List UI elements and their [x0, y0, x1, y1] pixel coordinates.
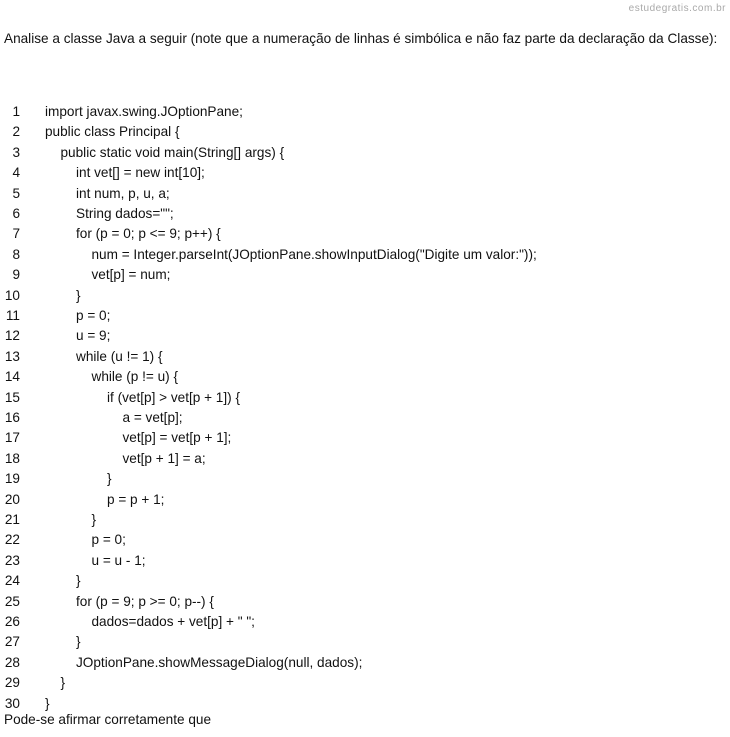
code-line	[0, 390, 730, 410]
line-number: 30	[4, 695, 20, 711]
line-number: 25	[4, 593, 20, 609]
line-number: 1	[12, 104, 20, 119]
code-line	[0, 634, 730, 654]
code-line	[0, 614, 730, 634]
code-line	[0, 308, 730, 328]
code-line	[0, 553, 730, 573]
line-number: 20	[4, 491, 20, 507]
code-text: num = Integer.parseInt(JOptionPane.showInputDialog("Digite um valor:"));	[91, 246, 537, 262]
line-number: 8	[12, 246, 20, 262]
code-text: }	[60, 675, 66, 691]
line-number: 11	[5, 308, 20, 323]
line-number: 19	[4, 471, 20, 487]
code-line	[0, 532, 730, 552]
code-line	[0, 349, 730, 369]
code-text: }	[76, 634, 81, 650]
code-line	[0, 451, 730, 471]
code-text: for (p = 0; p <= 9; p++) {	[76, 226, 221, 242]
code-line	[0, 369, 730, 389]
code-text: }	[76, 573, 81, 589]
code-text: u = u - 1;	[91, 552, 146, 568]
code-line	[0, 267, 730, 287]
code-line	[0, 247, 730, 267]
line-number: 22	[4, 532, 20, 548]
line-number: 17	[4, 430, 20, 446]
code-line	[0, 165, 730, 185]
code-text: while (u != 1) {	[76, 348, 163, 364]
code-line	[0, 512, 730, 532]
line-number: 14	[4, 369, 20, 385]
code-line	[0, 655, 730, 675]
code-line	[0, 226, 730, 246]
code-text: vet[p] = vet[p + 1];	[122, 430, 232, 446]
line-number: 12	[4, 328, 20, 344]
code-line	[0, 573, 730, 593]
site-watermark: estudegratis.com.br	[628, 3, 726, 14]
code-text: vet[p] = num;	[91, 267, 171, 283]
line-number: 24	[4, 573, 20, 589]
code-text: int num, p, u, a;	[76, 185, 170, 201]
code-text: a = vet[p];	[122, 410, 183, 425]
code-text: }	[76, 287, 81, 303]
line-number: 10	[4, 287, 20, 303]
line-number: 3	[12, 144, 20, 160]
line-number: 16	[4, 410, 20, 425]
code-text: }	[107, 471, 112, 487]
code-line	[0, 104, 730, 124]
code-text: dados=dados + vet[p] + " ";	[91, 614, 255, 629]
code-line	[0, 594, 730, 614]
code-text: public class Principal {	[45, 124, 180, 140]
code-text: JOptionPane.showMessageDialog(null, dados);	[76, 654, 363, 670]
code-text: p = p + 1;	[107, 491, 165, 507]
line-number: 2	[12, 124, 20, 140]
code-line	[0, 145, 730, 165]
code-text: }	[91, 512, 97, 527]
code-text: p = 0;	[91, 532, 126, 548]
line-number: 4	[12, 165, 20, 181]
question-intro: Analise a classe Java a seguir (note que a numeração de linhas é simbólica e não faz parte da declaração da Classe):	[4, 31, 718, 46]
line-number: 13	[4, 348, 20, 364]
line-number: 21	[4, 512, 20, 527]
code-text: import javax.swing.JOptionPane;	[45, 104, 243, 119]
code-line	[0, 206, 730, 226]
code-text: vet[p + 1] = a;	[122, 450, 206, 466]
code-line	[0, 471, 730, 491]
code-line	[0, 288, 730, 308]
code-text: if (vet[p] > vet[p + 1]) {	[107, 389, 240, 405]
line-number: 7	[12, 226, 20, 242]
line-number: 9	[12, 267, 20, 283]
line-number: 6	[12, 206, 20, 221]
code-line	[0, 492, 730, 512]
line-number: 23	[4, 552, 20, 568]
code-text: }	[45, 695, 50, 711]
line-number: 18	[4, 450, 20, 466]
code-line	[0, 410, 730, 430]
line-number: 15	[4, 389, 20, 405]
code-line	[0, 186, 730, 206]
line-number: 27	[4, 634, 20, 650]
line-number: 26	[4, 614, 20, 629]
question-prompt: Pode-se afirmar corretamente que	[4, 712, 212, 727]
code-line	[0, 328, 730, 348]
line-number: 29	[4, 675, 20, 691]
code-text: String dados="";	[76, 206, 174, 221]
code-text: int vet[] = new int[10];	[76, 165, 205, 181]
code-text: p = 0;	[76, 308, 111, 323]
code-line	[0, 430, 730, 450]
code-text: u = 9;	[76, 328, 111, 344]
code-text: while (p != u) {	[91, 369, 179, 385]
code-text: for (p = 9; p >= 0; p--) {	[76, 593, 214, 609]
code-line	[0, 675, 730, 695]
line-number: 5	[12, 185, 20, 201]
line-number: 28	[4, 654, 20, 670]
code-text: public static void main(String[] args) {	[60, 144, 285, 160]
code-line	[0, 124, 730, 144]
